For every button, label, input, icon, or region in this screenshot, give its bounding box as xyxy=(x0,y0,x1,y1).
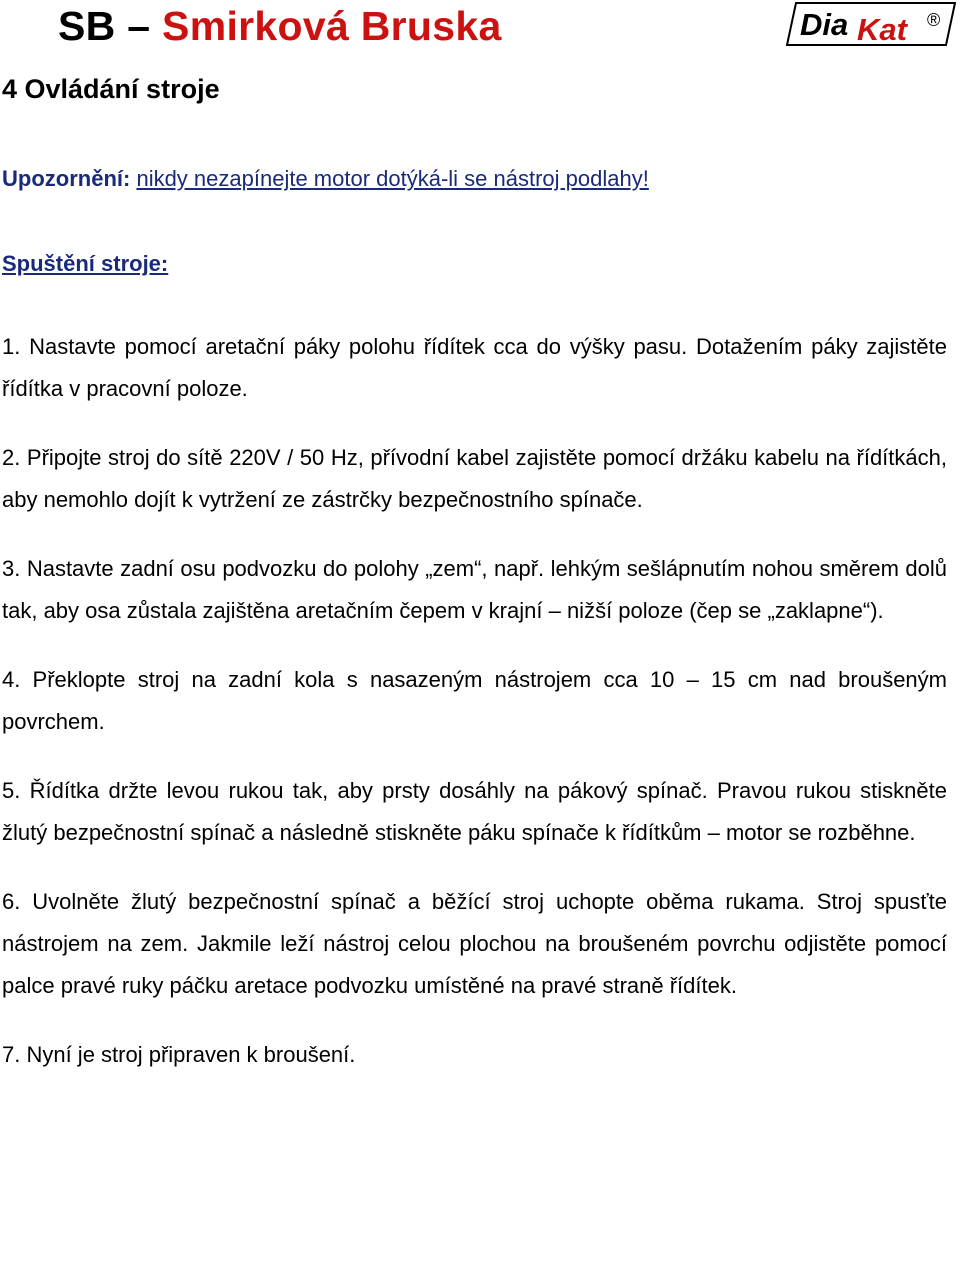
step-6: 6. Uvolněte žlutý bezpečnostní spínač a běžící stroj uchopte oběma rukama. Stroj spusťte nástrojem na zem. Jakmile leží nástroj celou plochou na broušeném povrchu odjistěte pomocí palce pravé ruky páčku aretace podvozku umístěné na pravé straně řídítek. xyxy=(2,889,947,998)
startup-heading: Spuštění stroje: xyxy=(2,251,169,276)
warning-text: nikdy nezapínejte motor dotýká-li se nástroj podlahy! xyxy=(136,166,649,191)
registered-mark: ® xyxy=(927,10,941,30)
section-title: 4 Ovládání stroje xyxy=(2,74,220,104)
step-2: 2. Připojte stroj do sítě 220V / 50 Hz, přívodní kabel zajistěte pomocí držáku kabelu na řídítkách, aby nemohlo dojít k vytržení ze zástrčky bezpečnostního spínače. xyxy=(2,445,947,512)
logo-text-kat: Kat xyxy=(857,12,907,46)
logo-text-dia: Dia xyxy=(800,7,849,42)
warning-label: Upozornění: xyxy=(2,166,131,191)
document-header-title xyxy=(58,2,502,50)
step-1: 1. Nastavte pomocí aretační páky polohu řídítek cca do výšky pasu. Dotažením páky zajistěte řídítka v pracovní poloze. xyxy=(2,334,947,401)
warning-notice xyxy=(2,164,649,194)
step-7: 7. Nyní je stroj připraven k broušení. xyxy=(2,1042,356,1067)
header-title-main: Smirková Bruska xyxy=(162,3,502,49)
step-3: 3. Nastavte zadní osu podvozku do polohy „zem“, např. lehkým sešlápnutím nohou směrem dolů tak, aby osa zůstala zajištěna aretačním čepem v krajní – nižší poloze (čep se „zaklapne“). xyxy=(2,556,947,623)
diakat-logo xyxy=(786,2,956,46)
instruction-steps xyxy=(2,326,947,1076)
step-4: 4. Překlopte stroj na zadní kola s nasazeným nástrojem cca 10 – 15 cm nad broušeným povrchem. xyxy=(2,667,947,734)
header-title-prefix: SB – xyxy=(58,3,163,49)
step-5: 5. Řídítka držte levou rukou tak, aby prsty dosáhly na pákový spínač. Pravou rukou stiskněte žlutý bezpečnostní spínač a následně stiskněte páku spínače k řídítkům – motor se rozběhne. xyxy=(2,778,947,845)
